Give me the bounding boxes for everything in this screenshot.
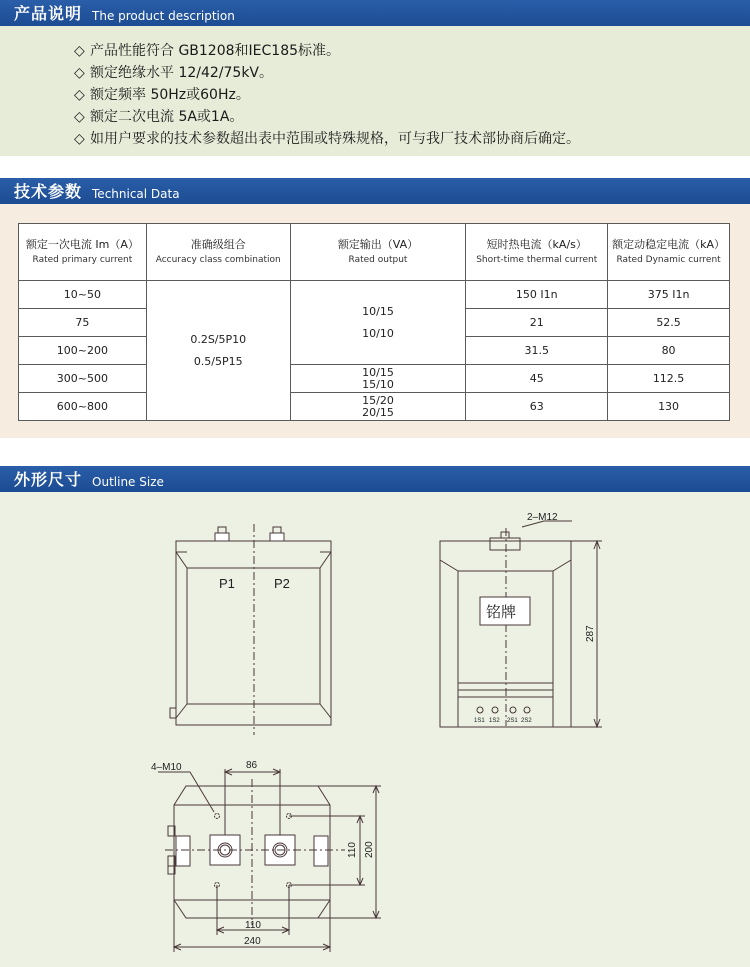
diamond-bullet-icon: ◇	[74, 87, 85, 103]
cell-primary: 300~500	[19, 365, 147, 393]
header-primary-current: 额定一次电流 Im（A） Rated primary current	[19, 224, 147, 281]
cell-thermal: 21	[466, 309, 608, 337]
cell-thermal: 63	[466, 393, 608, 421]
cell-dynamic: 52.5	[608, 309, 730, 337]
cell-primary: 600~800	[19, 393, 147, 421]
cell-dynamic: 112.5	[608, 365, 730, 393]
diamond-bullet-icon: ◇	[74, 43, 85, 59]
cell-primary: 10~50	[19, 281, 147, 309]
cell-output: 15/20 20/15	[290, 393, 466, 421]
bolt-label: 2–M12	[527, 512, 558, 523]
nameplate-label: 铭牌	[486, 604, 517, 621]
p1-label: P1	[219, 576, 235, 591]
cell-thermal: 31.5	[466, 337, 608, 365]
bottom-view	[151, 760, 381, 952]
technical-title-en: Technical Data	[92, 187, 180, 201]
header-dynamic: 额定动稳定电流（kA） Rated Dynamic current	[608, 224, 730, 281]
cell-primary: 100~200	[19, 337, 147, 365]
terminal-labels	[474, 718, 532, 724]
description-title: 产品说明	[14, 4, 83, 23]
dim-110-right: 110	[347, 842, 358, 858]
svg-text:2S2: 2S2	[521, 718, 532, 724]
description-item: ◇ 产品性能符合 GB1208和IEC185标准。	[74, 40, 750, 62]
cell-primary: 75	[19, 309, 147, 337]
header-accuracy: 准确级组合 Accuracy class combination	[146, 224, 290, 281]
header-output: 额定输出（VA） Rated output	[290, 224, 466, 281]
side-view	[440, 512, 602, 727]
cell-accuracy: 0.2S/5P10 0.5/5P15	[146, 281, 290, 421]
hole-label: 4–M10	[151, 762, 182, 773]
height-dim: 287	[585, 625, 596, 642]
cell-thermal: 45	[466, 365, 608, 393]
svg-text:1S1: 1S1	[474, 718, 485, 724]
diamond-bullet-icon: ◇	[74, 65, 85, 81]
description-item: ◇ 如用户要求的技术参数超出表中范围或特殊规格，可与我厂技术部协商后确定。	[74, 128, 750, 150]
header-thermal: 短时热电流（kA/s） Short-time thermal current	[466, 224, 608, 281]
cell-dynamic: 375 I1n	[608, 281, 730, 309]
outline-title-en: Outline Size	[92, 475, 164, 489]
diamond-bullet-icon: ◇	[74, 109, 85, 125]
cell-thermal: 150 I1n	[466, 281, 608, 309]
p2-label: P2	[274, 576, 290, 591]
outline-title: 外形尺寸	[14, 470, 83, 489]
description-title-en: The product description	[92, 9, 235, 23]
svg-text:2S1: 2S1	[507, 718, 518, 724]
svg-text:1S2: 1S2	[489, 718, 500, 724]
cell-dynamic: 130	[608, 393, 730, 421]
cell-output: 10/15 15/10	[290, 365, 466, 393]
dim-86: 86	[246, 760, 258, 771]
cell-output-group: 10/15 10/10	[290, 281, 466, 365]
dim-110-bottom: 110	[245, 920, 261, 931]
description-item: ◇ 额定频率 50Hz或60Hz。	[74, 84, 750, 106]
diamond-bullet-icon: ◇	[74, 131, 85, 147]
technical-title: 技术参数	[14, 182, 83, 201]
description-item: ◇ 额定二次电流 5A或1A。	[74, 106, 750, 128]
dim-200: 200	[364, 841, 375, 858]
description-item: ◇ 额定绝缘水平 12/42/75kV。	[74, 62, 750, 84]
dim-240: 240	[244, 936, 261, 947]
cell-dynamic: 80	[608, 337, 730, 365]
front-view	[170, 524, 331, 735]
